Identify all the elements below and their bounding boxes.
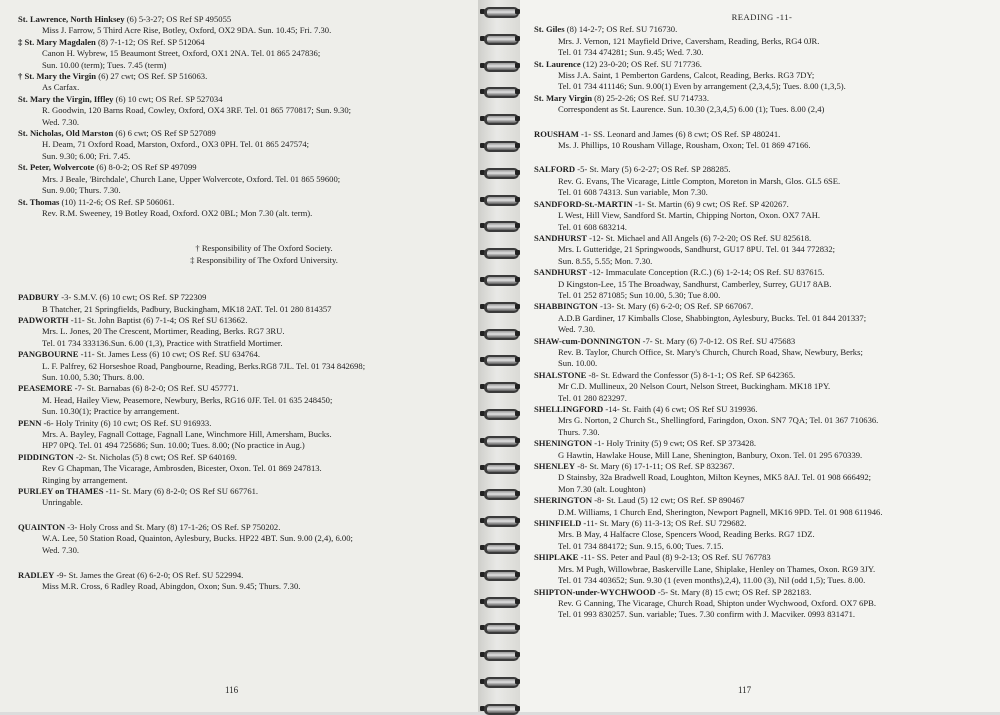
entry-name: St. Nicholas, Old Marston <box>18 128 114 139</box>
entry-contact-line: Mrs. J. Vernon, 121 Mayfield Drive, Caversham, Reading, Berks, RG4 0JR. <box>558 35 820 46</box>
spiral-ring <box>480 352 520 366</box>
entry-name: SHIPLAKE <box>534 552 579 563</box>
spiral-ring <box>480 594 520 608</box>
entry-contact-line: Sun. 10.00 (term); Tues. 7.45 (term) <box>42 59 167 70</box>
entry-heading <box>18 452 470 463</box>
tower-entry <box>18 418 470 452</box>
entry-name: ROUSHAM <box>534 128 579 139</box>
entry-contact-line: Mrs. J Beale, 'Birchdale', Church Lane, Upper Wolvercote, Oxford. Tel. 01 865 59600; <box>42 173 341 184</box>
entry-name: SHERINGTON <box>534 495 593 506</box>
entry-contact-line: Sun. 10.30(1); Practice by arrangement. <box>42 406 180 417</box>
running-head: READING -11- <box>731 12 793 22</box>
entry-heading <box>534 518 990 529</box>
entry-heading <box>18 486 470 497</box>
entry-details: (6) 27 cwt; OS Ref. SP 516063. <box>96 71 208 82</box>
footnote-university: ‡ Responsibility of The Oxford University. <box>190 254 338 265</box>
entry-contact-line: Mrs. A. Bayley, Fagnall Cottage, Fagnall Lane, Winchmore Hill, Amersham, Bucks. <box>42 429 332 439</box>
entry-contact-line: Rev. G Canning, The Vicarage, Church Road, Shipton under Wychwood, Oxford. OX7 6PB. <box>558 597 877 608</box>
entry-details: (12) 23-0-20; OS Ref. SU 717736. <box>580 58 702 69</box>
entry-contact-line: As Carfax. <box>42 82 80 93</box>
entry-details: -3- Holy Cross and St. Mary (8) 17-1-26; OS Ref. SP 750202. <box>65 521 281 532</box>
entry-details: -11- St. James Less (6) 10 cwt; OS Ref. SU 634764. <box>78 349 261 360</box>
spiral-ring <box>480 58 520 72</box>
entry-group-q-r <box>18 522 470 593</box>
tower-entry <box>18 452 470 486</box>
entry-name: St. Giles <box>534 24 565 35</box>
entry-group-top <box>18 14 470 219</box>
spiral-ring <box>480 460 520 474</box>
tower-entry <box>18 292 470 315</box>
spiral-ring <box>480 406 520 420</box>
entry-contact-line: Wed. 7.30. <box>558 324 596 335</box>
tower-entry <box>534 518 990 552</box>
entry-name: QUAINTON <box>18 521 66 532</box>
spiral-ring <box>480 513 520 527</box>
tower-entry <box>534 404 990 438</box>
entry-contact-line: Wed. 7.30. <box>42 116 80 127</box>
entry-contact-line: Tel. 01 993 830257. Sun. variable; Tues. 7.30 confirm with J. Macviker. 0993 831471. <box>558 609 856 620</box>
footnote-society: † Responsibility of The Oxford Society. <box>195 243 333 254</box>
entry-contact-line: G Hawtin, Hawlake House, Mill Lane, Shenington, Banbury, Oxon. Tel. 01 295 670339. <box>558 449 863 460</box>
entry-name: PENN <box>18 417 42 428</box>
entry-heading <box>18 37 470 48</box>
tower-entry <box>18 94 470 128</box>
tower-entry <box>534 199 990 233</box>
entry-contact-line: D.M. Williams, 1 Church End, Sherington, Newport Pagnell, MK16 9PD. Tel. 01 908 611946. <box>558 506 883 517</box>
tower-entry <box>18 162 470 196</box>
entry-details: -3- S.M.V. (6) 10 cwt; OS Ref. SP 722309 <box>59 292 207 303</box>
entry-heading <box>18 383 470 394</box>
entry-heading <box>534 587 990 598</box>
spiral-ring <box>480 567 520 581</box>
tower-entry <box>534 370 990 404</box>
entry-heading <box>18 570 470 581</box>
entry-name: SHINFIELD <box>534 518 582 529</box>
entry-contact-line: M. Head, Hailey View, Peasemore, Newbury, Berks, RG16 0JF. Tel. 01 635 248450; <box>42 394 333 405</box>
entry-contact-line: Miss J. Farrow, 5 Third Acre Rise, Botley, Oxford, OX2 9DA. Sun. 10.45; Fri. 7.30. <box>42 25 332 36</box>
entry-contact-line: Tel. 01 734 333136.Sun. 6.00 (1,3), Practice with Stratfield Mortimer. <box>42 337 283 348</box>
entry-details: -14- St. Faith (4) 6 cwt; OS Ref SU 319936. <box>603 404 758 414</box>
tower-entry <box>534 59 990 93</box>
entry-details: (8) 14-2-7; OS Ref. SU 716730. <box>564 24 678 35</box>
tower-entry <box>18 522 470 556</box>
entry-contact-line: Tel. 01 280 823297. <box>558 392 627 403</box>
entry-name: PADBURY <box>18 292 60 303</box>
entry-details: -5- St. Mary (8) 15 cwt; OS Ref. SP 282183. <box>655 586 812 597</box>
spiral-ring <box>480 84 520 98</box>
entry-contact-line: Thurs. 7.30. <box>558 426 600 437</box>
entry-contact-line: B Thatcher, 21 Springfields, Padbury, Buckingham, MK18 2AT. Tel. 01 280 814357 <box>42 303 332 314</box>
entry-heading <box>534 495 990 506</box>
entry-contact-line: Mon 7.30 (alt. Loughton) <box>558 483 646 494</box>
entry-details: -1- SS. Leonard and James (6) 8 cwt; OS Ref. SP 480241. <box>578 128 781 139</box>
entry-heading <box>18 14 470 25</box>
tower-entry <box>534 164 990 198</box>
entry-contact-line: W.A. Lee, 50 Station Road, Quainton, Aylesbury, Bucks. HP22 4BT. Sun. 9.00 (2,4), 6.00; <box>42 533 353 544</box>
entry-contact-line: Rev. B. Taylor, Church Office, St. Mary's Church, Church Road, Shaw, Newbury, Berks; <box>558 346 863 357</box>
spiral-ring <box>480 540 520 554</box>
tower-entry <box>534 461 990 495</box>
entry-heading <box>534 199 990 210</box>
entry-name: SHABBINGTON <box>534 301 598 312</box>
entry-group-s <box>534 164 990 620</box>
entry-heading <box>534 93 990 104</box>
entry-contact-line: Mrs. L Gutteridge, 21 Springwoods, Sandhurst, GU17 8PU. Tel. 01 344 772832; <box>558 244 836 255</box>
tower-entry <box>18 349 470 383</box>
entry-details: -11- St. Mary (6) 8-2-0; OS Ref SU 667761. <box>103 486 259 497</box>
entry-name: SHELLINGFORD <box>534 404 604 414</box>
entry-heading <box>534 336 990 347</box>
entry-name: SANDHURST <box>534 232 588 243</box>
entry-details: (8) 7-1-12; OS Ref. SP 512064 <box>95 36 205 47</box>
spiral-ring <box>480 4 520 18</box>
entry-contact-line: Ms. J. Phillips, 10 Rousham Village, Rousham, Oxon; Tel. 01 869 47166. <box>558 140 811 151</box>
spiral-ring <box>480 192 520 206</box>
entry-contact-line: H. Deam, 71 Oxford Road, Marston, Oxford., OX3 0PH. Tel. 01 865 247574; <box>42 139 310 150</box>
entry-contact-line: Mr C.D. Mullineux, 20 Nelson Court, Nelson Street, Buckingham. MK18 1PY. <box>558 381 831 392</box>
page-number: 117 <box>738 685 752 695</box>
entry-heading <box>18 292 470 303</box>
entry-contact-line: Sun. 10.00, 5.30; Thurs. 8.00. <box>42 371 145 382</box>
entry-name: St. Lawrence, North Hinksey <box>18 14 125 24</box>
entry-heading <box>18 349 470 360</box>
entry-name: SHAW-cum-DONNINGTON <box>534 335 641 346</box>
entry-contact-line: Tel. 01 734 884172; Sun. 9.15, 6.00; Tues. 7.15. <box>558 540 724 551</box>
entry-details: -7- St. Mary (6) 7-0-12. OS Ref. SU 475683 <box>640 335 796 346</box>
spiral-ring <box>480 272 520 286</box>
entry-contact-line: Sun. 9.30; 6.00; Fri. 7.45. <box>42 150 131 161</box>
entry-contact-line: Miss J.A. Saint, 1 Pemberton Gardens, Calcot, Reading, Berks. RG3 7DY; <box>558 70 815 81</box>
tower-entry <box>18 14 470 37</box>
entry-heading <box>534 301 990 312</box>
entry-name: SALFORD <box>534 164 576 175</box>
entry-details: -8- St. Laud (5) 12 cwt; OS Ref. SP 890467 <box>592 495 745 506</box>
entry-contact-line: Sun. 8.55, 5.55; Mon. 7.30. <box>558 255 653 266</box>
spiral-ring <box>480 299 520 313</box>
entry-contact-line: Correspondent as St. Laurence. Sun. 10.30 (2,3,4,5) 6.00 (1); Tues. 8.00 (2,4) <box>558 104 825 115</box>
entry-heading <box>18 128 470 139</box>
entry-name: SANDHURST <box>534 267 588 278</box>
entry-contact-line: Sun. 10.00. <box>558 358 598 369</box>
entry-contact-line: HP7 0PQ. Tel. 01 494 725686; Sun. 10.00; Tues. 8.00; (No practice in Aug.) <box>42 440 305 451</box>
entry-details: -8- St. Mary (6) 17-1-11; OS Ref. SP 832367. <box>575 461 735 472</box>
entry-group-p <box>18 292 470 509</box>
entry-heading <box>534 59 990 70</box>
spiral-ring <box>480 701 520 715</box>
entry-heading <box>18 522 470 533</box>
entry-details: -11- SS. Peter and Paul (8) 9-2-13; OS Ref. SU 767783 <box>578 552 771 563</box>
tower-entry <box>534 129 990 152</box>
entry-contact-line: D Stainsby, 32a Bradwell Road, Loughton, Milton Keynes, MK5 8AJ. Tel. 01 908 666492; <box>558 472 872 483</box>
entry-contact-line: Unringable. <box>42 497 83 508</box>
entry-details: -13- St. Mary (6) 6-2-0; OS Ref. SP 667067. <box>597 301 754 312</box>
left-page <box>0 0 478 712</box>
tower-entry <box>18 128 470 162</box>
entry-details: -2- St. Nicholas (5) 8 cwt; OS Ref. SP 640169. <box>73 451 237 462</box>
tower-entry <box>534 438 990 461</box>
tower-entry <box>18 315 470 349</box>
entry-contact-line: Tel. 01 608 683214. <box>558 221 627 232</box>
tower-entry <box>534 552 990 586</box>
entry-name: St. Mary the Virgin, Iffley <box>18 93 114 104</box>
entry-heading <box>18 418 470 429</box>
entry-contact-line: Rev. G. Evans, The Vicarage, Little Compton, Moreton in Marsh, Glos. GL5 6SE. <box>558 175 841 186</box>
entry-heading <box>18 197 470 208</box>
entry-heading <box>534 233 990 244</box>
entry-name: ‡ St. Mary Magdalen <box>18 36 96 47</box>
entry-contact-line: Mrs. B May, 4 Halfacre Close, Spencers Wood, Reading Berks. RG7 1DZ. <box>558 529 815 540</box>
tower-entry <box>534 301 990 335</box>
entry-name: St. Laurence <box>534 58 581 69</box>
spiral-ring <box>480 245 520 259</box>
spiral-ring <box>480 674 520 688</box>
entry-details: -7- St. Barnabas (6) 8-2-0; OS Ref. SU 457771. <box>72 383 239 394</box>
spiral-ring <box>480 138 520 152</box>
entry-contact-line: Tel. 01 608 74313. Sun variable, Mon 7.30. <box>558 187 708 198</box>
entry-heading <box>534 438 990 449</box>
entry-name: PADWORTH <box>18 314 69 325</box>
spiral-ring <box>480 620 520 634</box>
entry-contact-line: Tel. 01 734 403652; Sun. 9.30 (1 (even months),2,4), 11.00 (3), Nil (odd 1,5); Tues. 8.00. <box>558 575 866 586</box>
entry-contact-line: Rev. R.M. Sweeney, 19 Botley Road, Oxford. OX2 0BL; Mon 7.30 (alt. term). <box>42 207 313 218</box>
entry-name: SHENLEY <box>534 461 576 472</box>
entry-name: St. Mary Virgin <box>534 92 593 103</box>
spiral-ring <box>480 647 520 661</box>
tower-entry <box>534 336 990 370</box>
entry-contact-line: Sun. 9.00; Thurs. 7.30. <box>42 185 121 196</box>
entry-details: -12- St. Michael and All Angels (6) 7-2-20; OS Ref. SU 825618. <box>587 232 812 243</box>
tower-entry <box>18 197 470 220</box>
entry-heading <box>534 164 990 175</box>
entry-heading <box>18 315 470 326</box>
entry-name: PURLEY on THAMES <box>18 486 104 497</box>
spiral-ring <box>480 31 520 45</box>
entry-details: (6) 6 cwt; OS Ref SP 527089 <box>113 128 216 139</box>
entry-heading <box>18 94 470 105</box>
entry-heading <box>534 552 990 563</box>
entry-details: (6) 10 cwt; OS Ref. SP 527034 <box>113 93 223 104</box>
entry-details: (6) 5-3-27; OS Ref SP 495055 <box>124 14 232 24</box>
entry-details: -8- St. Edward the Confessor (5) 8-1-1; OS Ref. SP 642365. <box>586 369 796 380</box>
entry-name: † St. Mary the Virgin <box>18 71 97 82</box>
entry-details: -6- Holy Trinity (6) 10 cwt; OS Ref. SU 916933. <box>41 417 212 428</box>
entry-group-reading <box>534 24 990 115</box>
entry-contact-line: Tel. 01 734 474281; Sun. 9.45; Wed. 7.30. <box>558 47 704 58</box>
entry-contact-line: L. F. Palfrey, 62 Horseshoe Road, Pangbourne, Reading, Berks.RG8 7JL. Tel. 01 734 842698; <box>42 360 366 371</box>
entry-name: SHIPTON-under-WYCHWOOD <box>534 586 656 597</box>
page-number: 116 <box>225 685 239 695</box>
tower-entry <box>534 24 990 58</box>
spiral-ring <box>480 218 520 232</box>
entry-contact-line: Mrs. L. Jones, 20 The Crescent, Mortimer, Reading, Berks. RG7 3RU. <box>42 326 285 337</box>
entry-name: SHENINGTON <box>534 438 593 449</box>
entry-contact-line: Mrs. M Pugh, Willowbrae, Baskerville Lane, Shiplake, Henley on Thames, Oxon. RG9 3JY. <box>558 563 876 574</box>
tower-entry <box>18 383 470 417</box>
entry-contact-line: Miss M.R. Cross, 6 Radley Road, Abingdon, Oxon; Sun. 9.45; Thurs. 7.30. <box>42 581 301 592</box>
entry-name: PEASEMORE <box>18 383 73 394</box>
tower-entry <box>18 486 470 509</box>
entry-heading <box>18 71 470 82</box>
tower-entry <box>534 267 990 301</box>
entry-details: -12- Immaculate Conception (R.C.) (6) 1-2-14; OS Ref. SU 837615. <box>587 267 825 278</box>
entry-heading <box>18 162 470 173</box>
entry-name: RADLEY <box>18 570 55 581</box>
spiral-ring <box>480 379 520 393</box>
entry-group-rousham <box>534 129 990 152</box>
spiral-ring <box>480 165 520 179</box>
entry-details: (6) 8-0-2; OS Ref SP 497099 <box>94 162 197 173</box>
entry-heading <box>534 404 990 415</box>
entry-heading <box>534 129 990 140</box>
entry-contact-line: Ringing by arrangement. <box>42 474 128 485</box>
entry-contact-line: Tel. 01 734 411146; Sun. 9.00(1) Even by arrangement (2,3,4,5); Tues. 8.00 (1,3,5). <box>558 81 846 92</box>
entry-name: SANDFORD-St.-MARTIN <box>534 198 633 209</box>
entry-contact-line: Rev G Chapman, The Vicarage, Ambrosden, Bicester, Oxon. Tel. 01 869 247813. <box>42 463 322 474</box>
entry-details: (10) 11-2-6; OS Ref. SP 506061. <box>59 196 175 207</box>
entry-details: (8) 25-2-26; OS Ref. SU 714733. <box>592 92 709 103</box>
entry-contact-line: Canon H. Wybrew, 15 Beaumont Street, Oxford, OX1 2NA. Tel. 01 865 247836; <box>42 48 321 59</box>
spiral-ring <box>480 111 520 125</box>
entry-details: -5- St. Mary (5) 6-2-27; OS Ref. SP 288285. <box>575 164 731 175</box>
entry-name: PIDDINGTON <box>18 451 74 462</box>
entry-contact-line: R. Goodwin, 120 Barns Road, Cowley, Oxford, OX4 3RF. Tel. 01 865 770817; Sun. 9.30; <box>42 105 352 116</box>
entry-details: -1- Holy Trinity (5) 9 cwt; OS Ref. SP 373428. <box>592 438 757 449</box>
tower-entry <box>18 71 470 94</box>
tower-entry <box>534 495 990 518</box>
spiral-ring <box>480 433 520 447</box>
entry-heading <box>534 24 990 35</box>
entry-heading <box>534 461 990 472</box>
entry-contact-line: Mrs G. Norton, 2 Church St., Shellingford, Faringdon, Oxon. SN7 7QA; Tel. 01 367 710636. <box>558 415 879 426</box>
entry-details: -11- St. Mary (6) 11-3-13; OS Ref. SU 729682. <box>581 518 747 529</box>
entry-heading <box>534 267 990 278</box>
entry-details: -1- St. Martin (6) 9 cwt; OS Ref. SP 420267. <box>632 198 789 209</box>
entry-name: St. Peter, Wolvercote <box>18 162 95 173</box>
spiral-ring <box>480 326 520 340</box>
spiral-ring <box>480 486 520 500</box>
tower-entry <box>534 93 990 116</box>
entry-details: -11- St. John Baptist (6) 7-1-4; OS Ref SU 613662. <box>68 314 248 325</box>
entry-contact-line: L West, Hill View, Sandford St. Martin, Chipping Norton, Oxon. OX7 7AH. <box>558 210 821 221</box>
entry-contact-line: Tel. 01 252 871085; Sun 10.00, 5.30; Tue 8.00. <box>558 289 721 300</box>
right-page <box>520 0 1000 712</box>
entry-details: -9- St. James the Great (6) 6-2-0; OS Ref. SU 522994. <box>54 570 244 581</box>
entry-heading <box>534 370 990 381</box>
tower-entry <box>534 233 990 267</box>
tower-entry <box>18 570 470 593</box>
entry-contact-line: Wed. 7.30. <box>42 544 80 555</box>
entry-contact-line: A.D.B Gardiner, 17 Kimballs Close, Shabbington, Aylesbury, Bucks. Tel. 01 844 201337; <box>558 312 867 323</box>
entry-name: St. Thomas <box>18 196 60 207</box>
entry-contact-line: D Kingston-Lee, 15 The Broadway, Sandhurst, Camberley, Surrey, GU17 8AB. <box>558 278 832 289</box>
tower-entry <box>18 37 470 71</box>
spiral-binding <box>478 0 520 712</box>
tower-entry <box>534 587 990 621</box>
entry-name: SHALSTONE <box>534 369 587 380</box>
entry-name: PANGBOURNE <box>18 349 79 360</box>
